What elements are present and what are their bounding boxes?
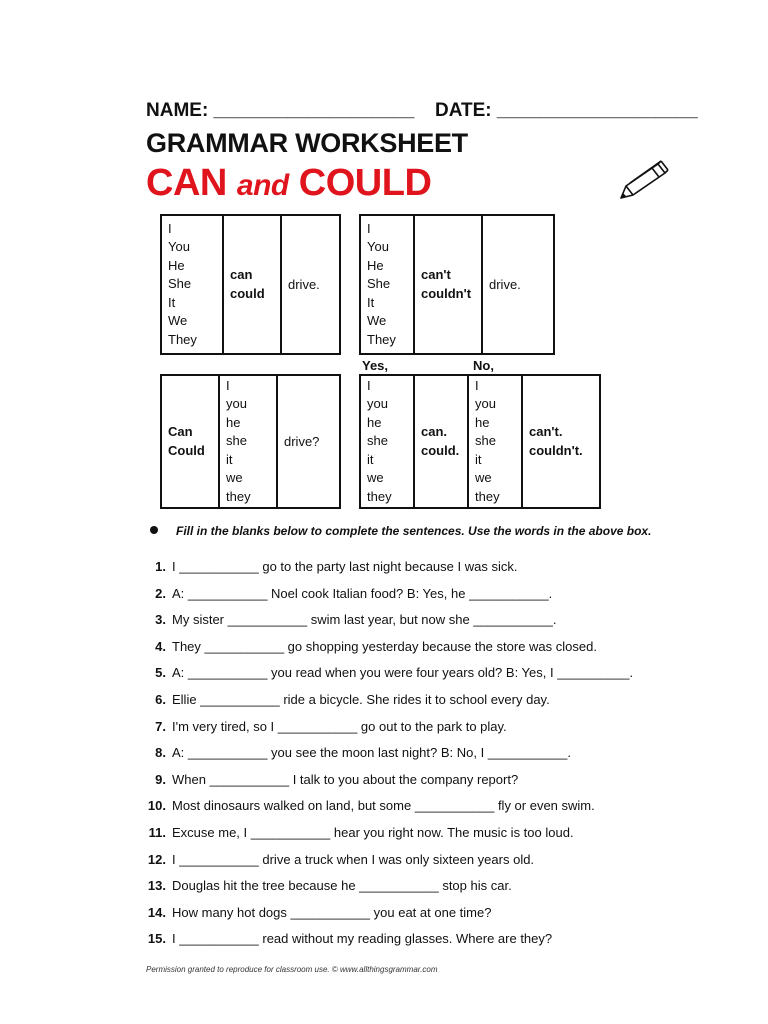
modal-list: can't couldn't	[421, 267, 472, 301]
pronoun-cell	[161, 215, 223, 354]
yes-pronoun-cell	[360, 375, 414, 508]
question-item	[140, 905, 491, 920]
question-item	[140, 719, 507, 734]
modal-cell	[414, 215, 482, 354]
question-number: 9.	[155, 771, 166, 787]
question-number: 6.	[155, 692, 166, 707]
question-item	[140, 878, 512, 893]
pronoun-list: I you he she it we they	[475, 377, 500, 504]
question-text[interactable]: I ___________ read without my reading glasses. Where are they?	[172, 931, 553, 947]
question-text[interactable]: Excuse me, I ___________ hear you right now. The music is too loud.	[172, 825, 574, 840]
question-text[interactable]: Ellie ___________ ride a bicycle. She rides it to school every day.	[172, 692, 550, 707]
pronoun-list: I you he she it we they	[367, 377, 392, 504]
question-number: 8.	[155, 745, 166, 761]
question-table	[160, 374, 341, 509]
no-modal-cell	[522, 375, 600, 508]
question-item	[140, 931, 552, 946]
verb-cell: drive.	[482, 215, 554, 354]
question-text[interactable]: When ___________ I talk to you about the company report?	[172, 771, 519, 787]
question-number: 11.	[148, 825, 166, 840]
subtitle-could: COULD	[288, 162, 432, 204]
footer-permission: Permission granted to reproduce for classroom use. © www.allthingsgrammar.com	[146, 965, 438, 974]
yes-modal-cell	[414, 375, 468, 508]
question-number: 7.	[155, 718, 166, 734]
pronoun-list: I you he she it we they	[226, 377, 251, 504]
modal-list: Can Could	[168, 424, 205, 458]
name-field-label: NAME: ___________________	[146, 100, 415, 121]
question-item	[140, 692, 550, 707]
question-number: 4.	[155, 638, 166, 654]
no-label: No,	[473, 358, 494, 373]
question-item	[140, 772, 518, 787]
worksheet-title: GRAMMAR WORKSHEET	[146, 128, 468, 158]
question-item	[140, 586, 552, 601]
question-text[interactable]: I'm very tired, so I ___________ go out to the park to play.	[172, 718, 507, 734]
pencil-icon	[618, 158, 670, 202]
question-text[interactable]: Douglas hit the tree because he ___________ stop his car.	[172, 878, 512, 894]
question-item	[140, 665, 633, 680]
question-number: 12.	[147, 851, 166, 867]
question-text[interactable]: My sister ___________ swim last year, but now she ___________.	[172, 612, 557, 628]
question-number: 1.	[155, 559, 166, 574]
pronoun-list: I You He She It We They	[168, 220, 197, 347]
question-number: 2.	[155, 585, 166, 601]
question-item	[140, 612, 556, 627]
question-text[interactable]: They ___________ go shopping yesterday because the store was closed.	[172, 638, 597, 654]
negative-table	[359, 214, 555, 355]
pronoun-cell	[360, 215, 414, 354]
pronoun-cell	[219, 375, 277, 508]
question-number: 15.	[147, 931, 166, 947]
short-answer-table	[359, 374, 601, 509]
bullet-icon	[150, 526, 158, 534]
question-text[interactable]: Most dinosaurs walked on land, but some ___________ fly or even swim.	[172, 798, 595, 814]
modal-cell	[161, 375, 219, 508]
question-number: 10.	[147, 798, 166, 814]
question-number: 3.	[155, 612, 166, 628]
question-number: 13.	[147, 878, 166, 894]
question-item	[140, 559, 517, 574]
yes-label: Yes,	[362, 358, 389, 373]
instruction-text: Fill in the blanks below to complete the sentences. Use the words in the above box.	[176, 524, 652, 538]
worksheet-subtitle	[146, 162, 431, 205]
question-text[interactable]: How many hot dogs ___________ you eat at one time?	[172, 904, 492, 920]
modal-cell	[223, 215, 281, 354]
question-item	[140, 798, 595, 813]
date-field-label: DATE: ___________________	[435, 100, 698, 121]
question-text[interactable]: A: ___________ you see the moon last night? B: No, I ___________.	[172, 745, 571, 761]
affirmative-table	[160, 214, 341, 355]
question-number: 14.	[147, 904, 166, 920]
modal-list: can't. couldn't.	[529, 424, 583, 458]
question-text[interactable]: I ___________ drive a truck when I was only sixteen years old.	[172, 851, 535, 867]
instruction	[150, 524, 651, 538]
pronoun-list: I You He She It We They	[367, 220, 396, 347]
question-item	[140, 639, 597, 654]
question-text[interactable]: A: ___________ Noel cook Italian food? B: Yes, he ___________.	[172, 585, 553, 601]
question-item	[140, 852, 534, 867]
subtitle-can: CAN	[146, 162, 237, 204]
question-text[interactable]: I ___________ go to the party last night because I was sick.	[172, 559, 518, 574]
modal-list: can could	[230, 267, 265, 301]
question-item	[140, 745, 571, 760]
question-number: 5.	[155, 665, 166, 681]
verb-cell: drive.	[281, 215, 340, 354]
question-text[interactable]: A: ___________ you read when you were four years old? B: Yes, I __________.	[172, 665, 634, 681]
no-pronoun-cell	[468, 375, 522, 508]
question-item	[140, 825, 574, 840]
subtitle-and: and	[236, 169, 289, 202]
verb-cell: drive?	[277, 375, 340, 508]
modal-list: can. could.	[421, 424, 460, 458]
